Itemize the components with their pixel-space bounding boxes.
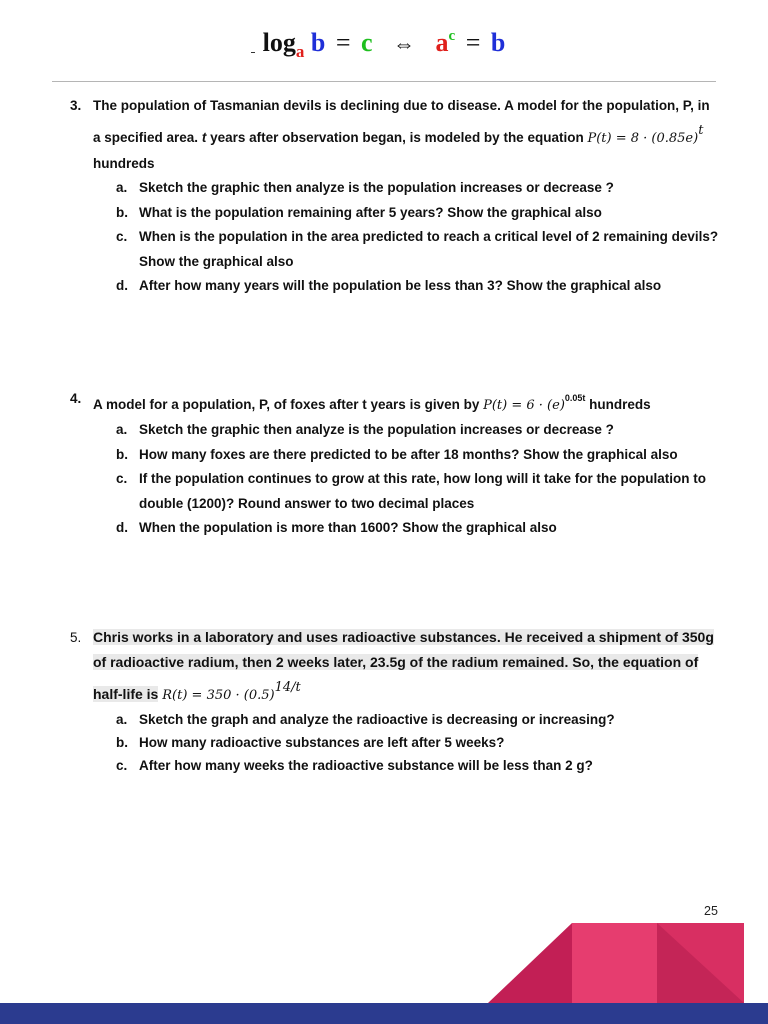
footer-triangle-dark [488,923,572,1003]
sub-question-text: After how many weeks the radioactive substance will be less than 2 g? [139,758,593,773]
sub-question-letter: c. [116,229,128,244]
equation-exponent: 14/t [274,680,301,695]
header-divider [52,81,716,82]
log-argument: b [310,28,326,57]
sub-question [116,418,720,443]
question-stem [93,625,720,708]
log-base: a [295,42,305,61]
sub-question-letter: c. [116,471,128,486]
sub-question-list [116,708,720,777]
sub-question-text: How many foxes are there predicted to be after 18 months? Show the graphical also [139,446,678,462]
unit-label: hundreds [589,397,651,412]
sub-question-list [116,176,720,299]
sub-question [116,467,720,516]
footer-shape-pink [572,923,657,1003]
equation: P(t) = 8 · (0.85e) [587,131,699,146]
log-word: log [262,28,296,57]
equivalence-arrow-icon: ⇔ [393,31,416,56]
sub-question-letter: a. [116,422,128,437]
logarithm-definition-formula [0,18,768,70]
sub-question [116,516,720,541]
footer-bar [0,1003,768,1024]
sub-question-text: How many radioactive substances are left after 5 weeks? [139,735,505,750]
equation: P(t) = 6 · (e) [483,398,565,413]
stem-text: The population of Tasmanian devils is declining due to disease. A model for the population, P, in a specified area. [93,98,710,145]
equals-sign-1: = [335,28,351,57]
sub-question [116,754,720,777]
unit-label: hundreds [93,156,155,171]
question-stem [93,93,720,176]
sub-question [116,708,720,731]
stem-variable-t: t [201,130,207,145]
question-5 [70,625,720,777]
page-number: 25 [704,904,718,918]
sub-question-text: What is the population remaining after 5 years? Show the graphical also [139,204,602,220]
stem-text: Chris works in a laboratory and uses radioactive substances. He received a shipment of 350g of radioactive radium, then 2 weeks later, 23.5g of the radium remained. So, the equation of half-life is [93,629,714,702]
sub-question-text: After how many years will the population be less than 3? Show the graphical also [139,278,662,293]
sub-question-letter: b. [116,735,128,750]
equation-exponent: t [698,123,704,138]
stem-text: A model for a population, P, of foxes after t years is given by [93,397,480,412]
equation: R(t) = 350 · (0.5) [162,688,275,703]
sub-question [116,176,720,201]
sub-question-letter: b. [116,446,128,462]
sub-question-letter: a. [116,712,128,727]
equals-sign-2: = [465,28,481,57]
power-result: b [490,28,506,57]
question-number: 5. [70,630,82,645]
question-3 [70,93,720,299]
sub-question-letter: d. [116,278,128,293]
sub-question-letter: a. [116,180,128,195]
question-4 [70,386,720,541]
power-base: a [435,28,449,57]
stem-text-2: years after observation began, is modeled by the equation [210,130,584,145]
sub-question-letter: b. [116,204,128,220]
question-number: 4. [70,391,82,406]
sub-question [116,731,720,754]
formula-underscore-mark [251,52,255,53]
log-result: c [361,28,373,57]
sub-question [116,443,720,468]
sub-question [116,274,720,299]
equation-exponent: 0.05t [564,393,586,403]
sub-question-text: Sketch the graphic then analyze is the population increases or decrease ? [139,180,614,195]
question-stem [93,386,720,418]
question-number: 3. [70,98,82,113]
sub-question-text: When the population is more than 1600? Show the graphical also [139,520,557,535]
footer-triangle-shade [657,923,744,1003]
sub-question [116,225,720,274]
sub-question-list [116,418,720,541]
sub-question-text: Sketch the graphic then analyze is the population increases or decrease ? [139,422,614,437]
sub-question-letter: c. [116,758,128,773]
sub-question-text: If the population continues to grow at this rate, how long will it take for the population to double (1200)? Round answer to two decimal places [139,471,706,511]
footer-shape-mid [657,923,744,1003]
power-exponent: c [448,28,456,44]
sub-question-letter: d. [116,520,128,535]
sub-question [116,201,720,226]
sub-question-text: Sketch the graph and analyze the radioactive is decreasing or increasing? [139,712,615,727]
sub-question-text: When is the population in the area predicted to reach a critical level of 2 remaining devils? Show the graphical also [139,229,719,269]
